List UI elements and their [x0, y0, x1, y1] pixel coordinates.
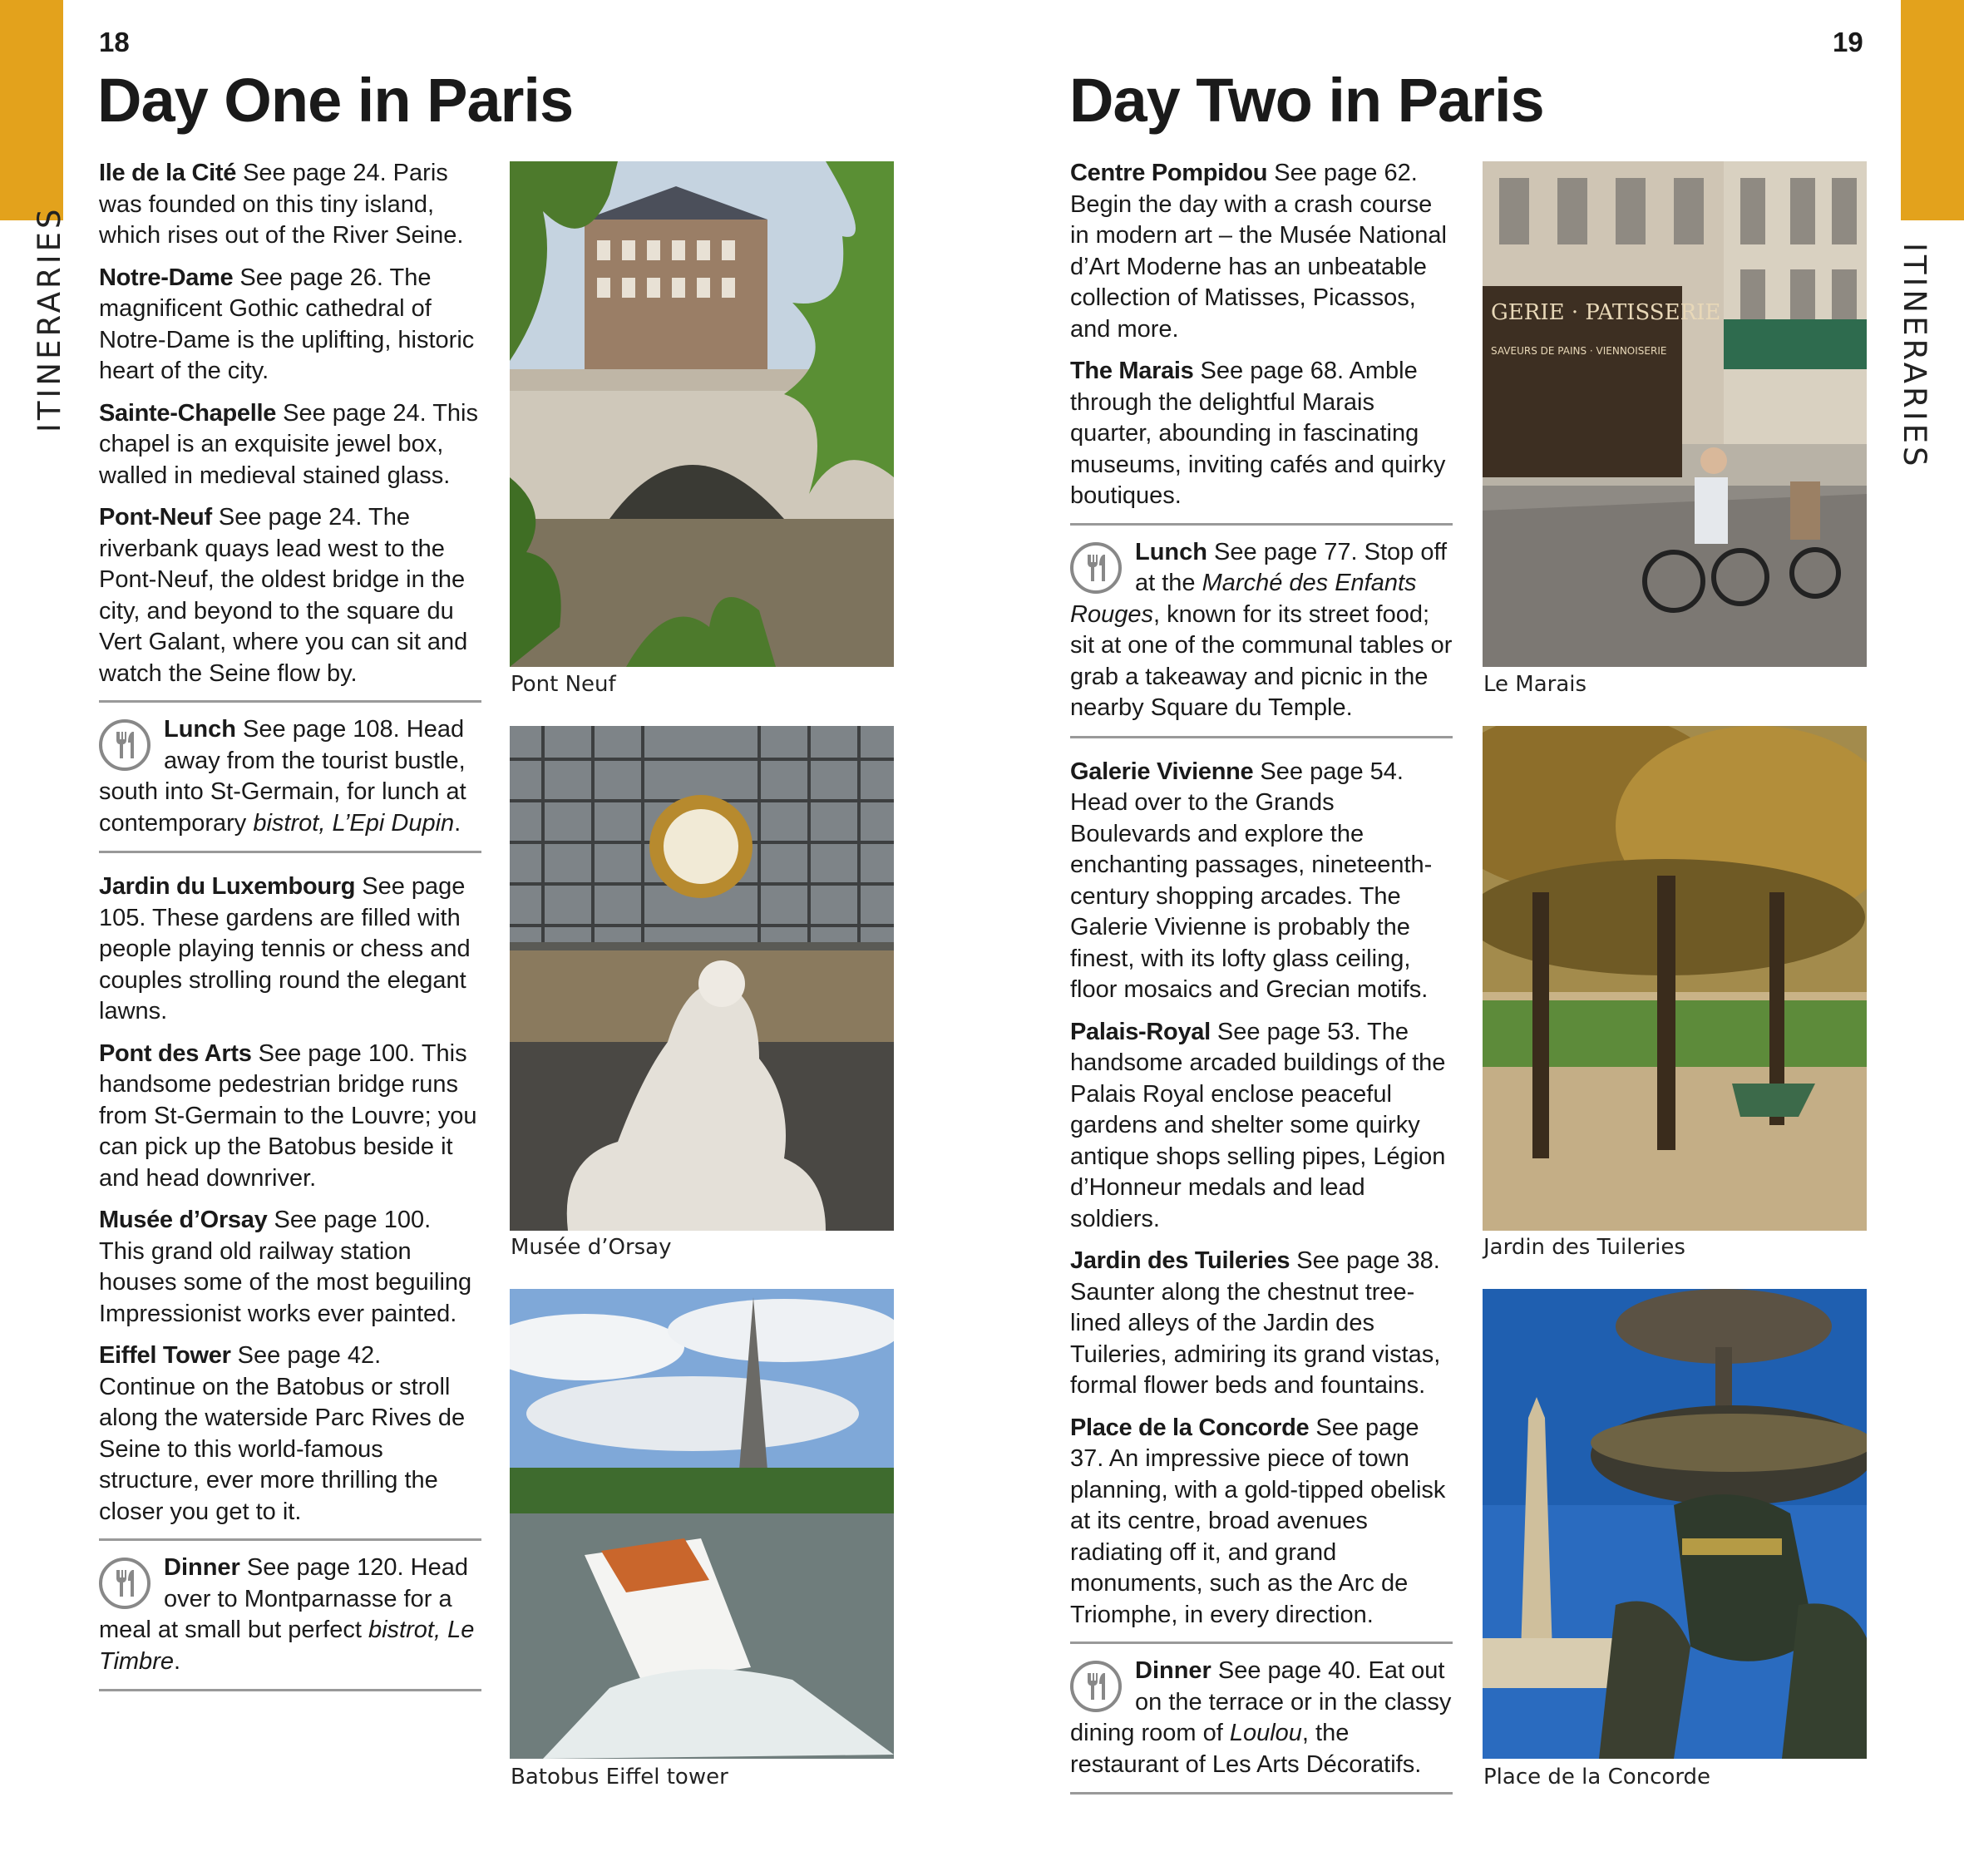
itinerary-entry: Notre-Dame See page 26. The magnificent Gothic cathedral of Notre-Dame is the uplifting, historic heart of the city. — [99, 264, 475, 384]
photo-jardin-tuileries — [1483, 726, 1867, 1231]
itinerary-entry: Pont-Neuf See page 24. The riverbank quays lead west to the Pont-Neuf, the oldest bridge in the city, and beyond to the square du Vert Galant, where you can sit and watch the Seine flow by. — [99, 504, 468, 687]
cutlery-icon — [99, 719, 151, 771]
section-tab-right — [1901, 0, 1964, 220]
dinner-box: Dinner See page 120. Head over to Montparnasse for a meal at small but perfect bistrot, Le Timbre. — [99, 1538, 481, 1691]
section-tab-left — [0, 0, 63, 220]
caption-le-marais: Le Marais — [1483, 672, 1587, 697]
itinerary-entry: Jardin des Tuileries See page 38. Saunter along the chestnut tree-lined alleys of the Jardin des Tuileries, admiring its grand vistas, formal flower beds and fountains. — [1070, 1247, 1441, 1399]
itinerary-entry: Musée d’Orsay See page 100. This grand old railway station houses some of the most beguiling Impressionist works ever painted. — [99, 1207, 472, 1327]
cutlery-icon — [1070, 1661, 1122, 1712]
photo-musee-orsay — [510, 726, 894, 1231]
photo-pont-neuf — [510, 161, 894, 667]
photo-batobus-eiffel — [510, 1289, 894, 1759]
shop-subsign: SAVEURS DE PAINS · VIENNOISERIE — [1491, 345, 1667, 357]
side-label-left: ITINERARIES — [32, 205, 67, 432]
cutlery-icon — [1070, 542, 1122, 594]
itinerary-entry: The Marais See page 68. Amble through the delightful Marais quarter, abounding in fascinating museums, inviting cafés and quirky boutiques. — [1070, 358, 1446, 509]
itinerary-entry: Place de la Concorde See page 37. An impressive piece of town planning, with a gold-tipped obelisk at its centre, broad avenues radiating off it, and grand monuments, such as the Arc de Triomphe, in every direction. — [1070, 1414, 1446, 1628]
dinner-box: Dinner See page 40. Eat out on the terrace or in the classy dining room of Loulou, the restaurant of Les Arts Décoratifs. — [1070, 1642, 1453, 1795]
lunch-box: Lunch See page 108. Head away from the tourist bustle, south into St-Germain, for lunch at contemporary bistrot, L’Epi Dupin. — [99, 700, 481, 853]
page-number-right: 19 — [1833, 27, 1863, 57]
page-title-right: Day Two in Paris — [1069, 66, 1544, 135]
itinerary-entry: Eiffel Tower See page 42. Continue on the Batobus or stroll along the waterside Parc Rives de Seine to this world-famous structure, ever more thrilling the closer you get to it. — [99, 1342, 466, 1525]
caption-pont-neuf: Pont Neuf — [511, 672, 616, 697]
photo-le-marais — [1483, 161, 1867, 667]
caption-batobus-eiffel: Batobus Eiffel tower — [511, 1765, 728, 1790]
photo-place-concorde — [1483, 1289, 1867, 1759]
caption-musee-orsay: Musée d’Orsay — [511, 1235, 672, 1260]
itinerary-entry: Palais-Royal See page 53. The handsome arcaded buildings of the Palais Royal enclose peaceful gardens and shelter some quirky antique shops selling pipes, Légion d’Honneur medals and lead soldiers. — [1070, 1018, 1446, 1232]
itinerary-entry: Centre Pompidou See page 62. Begin the day with a crash course in modern art – the Musée National d’Art Moderne has an unbeatable collection of Matisses, Picassos, and more. — [1070, 160, 1447, 343]
itinerary-entry: Ile de la Cité See page 24. Paris was founded on this tiny island, which rises out of the River Seine. — [99, 160, 464, 249]
caption-jardin-tuileries: Jardin des Tuileries — [1483, 1235, 1685, 1260]
itinerary-entry: Jardin du Luxembourg See page 105. These gardens are filled with people playing tennis or chess and couples strolling round the elegant lawns. — [99, 873, 471, 1024]
lunch-box: Lunch See page 77. Stop off at the Marché des Enfants Rouges, known for its street food; sit at one of the communal tables or grab a takeaway and picnic in the nearby Square du Temple. — [1070, 523, 1453, 738]
itinerary-column-right — [1070, 158, 1453, 1813]
caption-place-concorde: Place de la Concorde — [1483, 1765, 1711, 1790]
shop-sign: GERIE · PATISSERIE — [1491, 300, 1721, 325]
itinerary-entry: Galerie Vivienne See page 54. Head over to the Grands Boulevards and explore the enchanting passages, nineteenth-century shopping arcades. The Galerie Vivienne is probably the finest, with its lofty glass ceiling, floor mosaics and Grecian motifs. — [1070, 758, 1433, 1003]
side-label-right: ITINERARIES — [1897, 243, 1932, 470]
itinerary-entry: Sainte-Chapelle See page 24. This chapel is an exquisite jewel box, walled in medieval stained glass. — [99, 399, 478, 489]
page-title-left: Day One in Paris — [97, 66, 574, 135]
itinerary-entry: Pont des Arts See page 100. This handsome pedestrian bridge runs from St-Germain to the Louvre; you can pick up the Batobus beside it and head downriver. — [99, 1039, 477, 1192]
page-number-left: 18 — [99, 27, 130, 57]
cutlery-icon — [99, 1558, 151, 1609]
itinerary-column-left — [99, 158, 481, 1710]
